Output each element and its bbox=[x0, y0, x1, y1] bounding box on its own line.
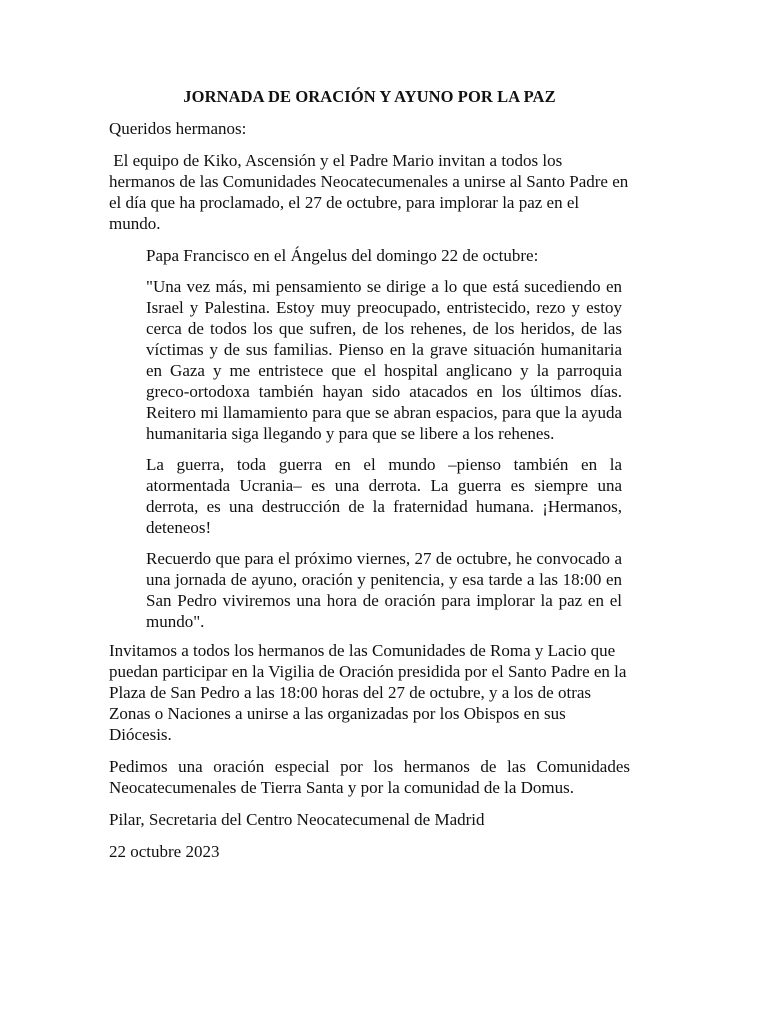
document-date: 22 octubre 2023 bbox=[109, 842, 220, 861]
quote-block bbox=[146, 245, 622, 632]
quote-paragraph-1: "Una vez más, mi pensamiento se dirige a lo que está sucediendo en Israel y Palestina. Estoy muy preocupado, entristecido, rezo y estoy cerca de todos los que sufren, de los rehenes, de los heridos, de las víctimas y de sus familias. Pienso en la grave situación humanitaria en Gaza y me entristece que el hospital anglicano y la parroquia greco-ortodoxa también hayan sido atacados en los últimos días. Reitero mi llamamiento para que se abran espacios, para que la ayuda humanitaria siga llegando y para que se libere a los rehenes. bbox=[146, 277, 622, 443]
prayer-request-paragraph: Pedimos una oración especial por los hermanos de las Comunidades Neocatecumenales de Tierra Santa y por la comunidad de la Domus. bbox=[109, 757, 630, 797]
quote-paragraph-2: La guerra, toda guerra en el mundo –pienso también en la atormentada Ucrania– es una derrota. La guerra es siempre una derrota, es una destrucción de la fraternidad humana. ¡Hermanos, deteneos! bbox=[146, 455, 622, 537]
quote-intro: Papa Francisco en el Ángelus del domingo 22 de octubre: bbox=[146, 246, 539, 265]
quote-paragraph-3: Recuerdo que para el próximo viernes, 27 de octubre, he convocado a una jornada de ayuno, oración y penitencia, y esa tarde a las 18:00 en San Pedro viviremos una hora de oración para implorar la paz en el mundo". bbox=[146, 549, 622, 631]
document-body bbox=[109, 86, 633, 873]
greeting: Queridos hermanos: bbox=[109, 119, 247, 138]
intro-paragraph: El equipo de Kiko, Ascensión y el Padre Mario invitan a todos los hermanos de las Comunidades Neocatecumenales a unirse al Santo Padre en el día que ha proclamado, el 27 de octubre, para implorar la paz en el mundo. bbox=[109, 151, 633, 233]
document-title: JORNADA DE ORACIÓN Y AYUNO POR LA PAZ bbox=[183, 87, 556, 106]
invitation-paragraph: Invitamos a todos los hermanos de las Comunidades de Roma y Lacio que puedan participar en la Vigilia de Oración presidida por el Santo Padre en la Plaza de San Pedro a las 18:00 horas del 27 de octubre, y a los de otras Zonas o Naciones a unirse a las organizadas por los Obispos en sus Diócesis. bbox=[109, 641, 627, 744]
signature-line: Pilar, Secretaria del Centro Neocatecumenal de Madrid bbox=[109, 810, 485, 829]
